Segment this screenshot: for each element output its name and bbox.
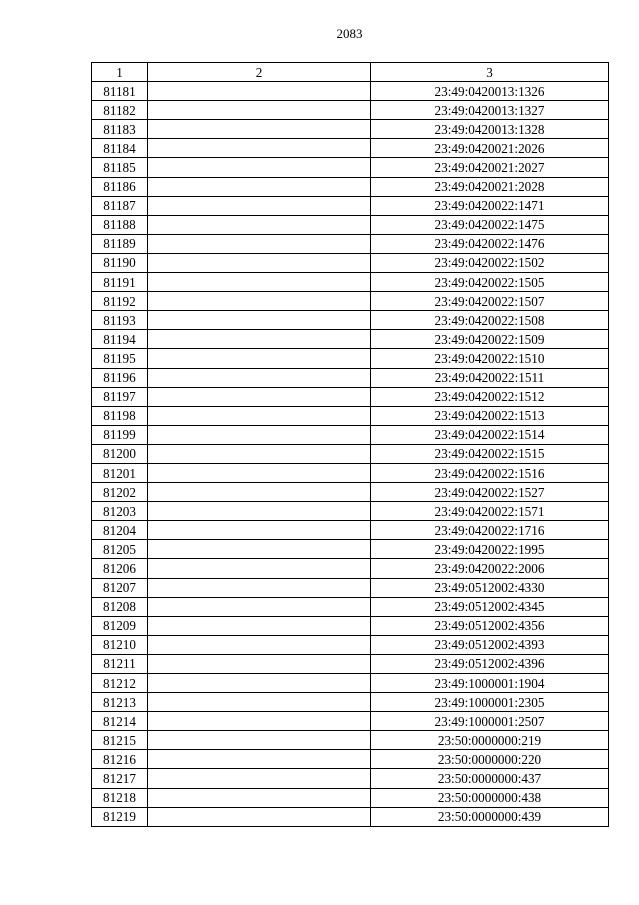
table-row (92, 674, 609, 693)
page-number: 2083 (336, 26, 363, 41)
row-code-cell (148, 406, 371, 425)
row-cadastral-number-cell: 23:50:0000000:220 (371, 750, 609, 769)
row-number-cell: 81212 (92, 674, 148, 693)
table-row (92, 712, 609, 731)
row-number-cell: 81181 (92, 82, 148, 101)
row-cadastral-number-cell: 23:49:0420022:1514 (371, 425, 609, 444)
row-number-cell: 81203 (92, 502, 148, 521)
row-code-cell (148, 769, 371, 788)
row-code-cell (148, 654, 371, 673)
row-cadastral-number-cell: 23:49:0420021:2026 (371, 139, 609, 158)
table-row (92, 616, 609, 635)
row-cadastral-number-cell: 23:49:0420022:1505 (371, 273, 609, 292)
table-row (92, 120, 609, 139)
table-row (92, 654, 609, 673)
row-number-cell: 81202 (92, 483, 148, 502)
row-number-cell: 81194 (92, 330, 148, 349)
table-row (92, 769, 609, 788)
table-row (92, 693, 609, 712)
row-code-cell (148, 635, 371, 654)
row-number-cell: 81208 (92, 597, 148, 616)
row-code-cell (148, 196, 371, 215)
row-cadastral-number-cell: 23:50:0000000:438 (371, 788, 609, 807)
row-code-cell (148, 750, 371, 769)
table-row (92, 330, 609, 349)
row-cadastral-number-cell: 23:49:0420022:1716 (371, 521, 609, 540)
table-row (92, 463, 609, 482)
row-number-cell: 81187 (92, 196, 148, 215)
table-row (92, 82, 609, 101)
row-number-cell: 81186 (92, 177, 148, 196)
row-cadastral-number-cell: 23:49:0420022:1527 (371, 483, 609, 502)
row-code-cell (148, 330, 371, 349)
table-row (92, 406, 609, 425)
table-row (92, 750, 609, 769)
row-number-cell: 81216 (92, 750, 148, 769)
table-row (92, 502, 609, 521)
table-row (92, 788, 609, 807)
table-row (92, 521, 609, 540)
row-code-cell (148, 731, 371, 750)
row-code-cell (148, 463, 371, 482)
register-table (91, 62, 609, 827)
column-header-1: 1 (92, 63, 148, 82)
row-code-cell (148, 273, 371, 292)
table-body (92, 82, 609, 827)
row-number-cell: 81193 (92, 311, 148, 330)
table-row (92, 349, 609, 368)
table-row (92, 273, 609, 292)
table-row (92, 139, 609, 158)
table-header-row (92, 63, 609, 82)
row-code-cell (148, 674, 371, 693)
table-row (92, 483, 609, 502)
row-code-cell (148, 578, 371, 597)
table-row (92, 101, 609, 120)
row-cadastral-number-cell: 23:49:0420022:1571 (371, 502, 609, 521)
row-code-cell (148, 788, 371, 807)
row-cadastral-number-cell: 23:49:0420022:1471 (371, 196, 609, 215)
row-cadastral-number-cell: 23:50:0000000:439 (371, 807, 609, 826)
row-cadastral-number-cell: 23:49:0420022:1475 (371, 215, 609, 234)
row-number-cell: 81184 (92, 139, 148, 158)
row-number-cell: 81214 (92, 712, 148, 731)
row-cadastral-number-cell: 23:49:1000001:2305 (371, 693, 609, 712)
row-number-cell: 81185 (92, 158, 148, 177)
row-cadastral-number-cell: 23:49:0420013:1327 (371, 101, 609, 120)
table-row (92, 635, 609, 654)
table-row (92, 177, 609, 196)
row-code-cell (148, 616, 371, 635)
row-cadastral-number-cell: 23:49:0420022:1476 (371, 234, 609, 253)
table-row (92, 444, 609, 463)
column-header-2: 2 (148, 63, 371, 82)
row-number-cell: 81188 (92, 215, 148, 234)
row-cadastral-number-cell: 23:49:0420022:1502 (371, 253, 609, 272)
row-code-cell (148, 234, 371, 253)
row-cadastral-number-cell: 23:49:0420022:1507 (371, 292, 609, 311)
table-row (92, 425, 609, 444)
row-code-cell (148, 444, 371, 463)
table-row (92, 234, 609, 253)
row-code-cell (148, 425, 371, 444)
row-number-cell: 81210 (92, 635, 148, 654)
row-cadastral-number-cell: 23:49:0420022:2006 (371, 559, 609, 578)
row-number-cell: 81201 (92, 463, 148, 482)
row-number-cell: 81197 (92, 387, 148, 406)
row-number-cell: 81199 (92, 425, 148, 444)
row-cadastral-number-cell: 23:49:0420021:2027 (371, 158, 609, 177)
row-number-cell: 81190 (92, 253, 148, 272)
row-cadastral-number-cell: 23:49:0420022:1512 (371, 387, 609, 406)
row-code-cell (148, 215, 371, 234)
table-row (92, 387, 609, 406)
row-code-cell (148, 368, 371, 387)
table-row (92, 311, 609, 330)
row-number-cell: 81189 (92, 234, 148, 253)
row-code-cell (148, 292, 371, 311)
row-number-cell: 81192 (92, 292, 148, 311)
row-cadastral-number-cell: 23:49:0420022:1995 (371, 540, 609, 559)
row-number-cell: 81213 (92, 693, 148, 712)
row-cadastral-number-cell: 23:49:0420022:1516 (371, 463, 609, 482)
row-code-cell (148, 158, 371, 177)
row-code-cell (148, 597, 371, 616)
table-row (92, 597, 609, 616)
row-number-cell: 81211 (92, 654, 148, 673)
row-cadastral-number-cell: 23:49:0512002:4345 (371, 597, 609, 616)
row-cadastral-number-cell: 23:49:0420013:1328 (371, 120, 609, 139)
table-row (92, 196, 609, 215)
row-cadastral-number-cell: 23:49:0512002:4396 (371, 654, 609, 673)
row-cadastral-number-cell: 23:49:0512002:4330 (371, 578, 609, 597)
row-cadastral-number-cell: 23:49:0420022:1509 (371, 330, 609, 349)
row-cadastral-number-cell: 23:49:0420022:1511 (371, 368, 609, 387)
row-code-cell (148, 521, 371, 540)
row-code-cell (148, 349, 371, 368)
row-cadastral-number-cell: 23:49:0420022:1508 (371, 311, 609, 330)
row-number-cell: 81206 (92, 559, 148, 578)
row-cadastral-number-cell: 23:50:0000000:437 (371, 769, 609, 788)
row-number-cell: 81205 (92, 540, 148, 559)
table-row (92, 578, 609, 597)
row-number-cell: 81204 (92, 521, 148, 540)
row-code-cell (148, 253, 371, 272)
row-cadastral-number-cell: 23:49:0420021:2028 (371, 177, 609, 196)
row-cadastral-number-cell: 23:49:0420022:1513 (371, 406, 609, 425)
row-code-cell (148, 483, 371, 502)
row-cadastral-number-cell: 23:49:0420013:1326 (371, 82, 609, 101)
table-row (92, 292, 609, 311)
row-code-cell (148, 311, 371, 330)
row-code-cell (148, 139, 371, 158)
row-number-cell: 81196 (92, 368, 148, 387)
row-code-cell (148, 177, 371, 196)
row-number-cell: 81217 (92, 769, 148, 788)
row-code-cell (148, 712, 371, 731)
table-row (92, 253, 609, 272)
row-cadastral-number-cell: 23:50:0000000:219 (371, 731, 609, 750)
row-code-cell (148, 559, 371, 578)
row-cadastral-number-cell: 23:49:0512002:4393 (371, 635, 609, 654)
row-code-cell (148, 387, 371, 406)
row-number-cell: 81195 (92, 349, 148, 368)
column-header-3: 3 (371, 63, 609, 82)
row-number-cell: 81200 (92, 444, 148, 463)
row-cadastral-number-cell: 23:49:1000001:2507 (371, 712, 609, 731)
table-row (92, 731, 609, 750)
row-number-cell: 81215 (92, 731, 148, 750)
table-row (92, 158, 609, 177)
row-number-cell: 81183 (92, 120, 148, 139)
table-row (92, 215, 609, 234)
row-number-cell: 81198 (92, 406, 148, 425)
row-code-cell (148, 502, 371, 521)
row-number-cell: 81207 (92, 578, 148, 597)
row-cadastral-number-cell: 23:49:0420022:1510 (371, 349, 609, 368)
row-number-cell: 81191 (92, 273, 148, 292)
row-cadastral-number-cell: 23:49:1000001:1904 (371, 674, 609, 693)
table-row (92, 540, 609, 559)
row-code-cell (148, 120, 371, 139)
table-row (92, 559, 609, 578)
row-number-cell: 81209 (92, 616, 148, 635)
row-cadastral-number-cell: 23:49:0420022:1515 (371, 444, 609, 463)
row-code-cell (148, 693, 371, 712)
table-row (92, 807, 609, 826)
row-code-cell (148, 807, 371, 826)
table-row (92, 368, 609, 387)
row-number-cell: 81182 (92, 101, 148, 120)
row-number-cell: 81218 (92, 788, 148, 807)
row-code-cell (148, 540, 371, 559)
row-code-cell (148, 101, 371, 120)
row-cadastral-number-cell: 23:49:0512002:4356 (371, 616, 609, 635)
row-code-cell (148, 82, 371, 101)
row-number-cell: 81219 (92, 807, 148, 826)
